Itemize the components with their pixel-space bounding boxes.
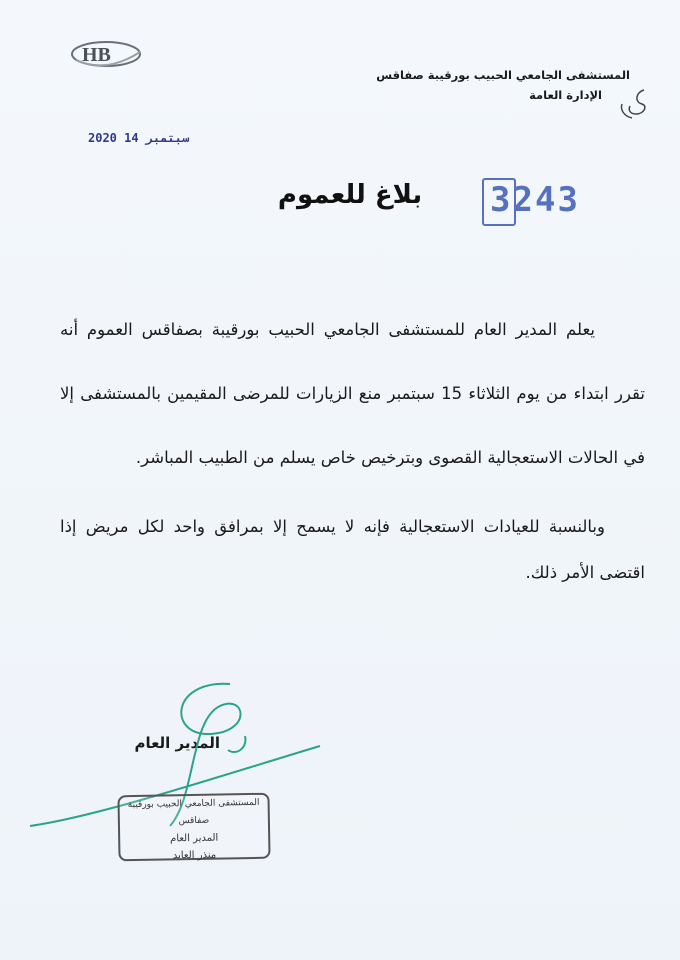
logo-text: HB xyxy=(82,44,111,66)
document-body xyxy=(60,298,645,596)
handwritten-initials-icon xyxy=(614,84,656,124)
stamp-box xyxy=(482,178,516,226)
hospital-logo xyxy=(66,34,146,74)
signature-title: المدير العام xyxy=(134,734,220,752)
body-paragraph-2: وبالنسبة للعيادات الاستعجالية فإنه لا يسمح إلا بمرافق واحد لكل مريض إذا اقتضى الأمر ذلك. xyxy=(60,517,645,582)
document-title: بلاغ للعموم xyxy=(277,180,423,210)
hospital-name: المستشفى الجامعي الحبيب بورقيبة صفاقس xyxy=(376,68,630,82)
reference-number-stamp xyxy=(482,174,588,226)
stamp-line-3: منذر العابد xyxy=(172,849,217,862)
administration-name: الإدارة العامة xyxy=(529,88,602,102)
stamp-line-1: المستشفى الجامعي الحبيب بورقيبة صفاقس xyxy=(127,797,260,827)
document-date: 2020 سبتمبر 14 xyxy=(88,131,190,145)
reference-number: 3243 xyxy=(490,180,580,220)
letterhead xyxy=(370,66,630,106)
official-stamp xyxy=(117,793,270,862)
stamp-line-2: المدير العام xyxy=(169,832,219,845)
body-paragraph-1: يعلم المدير العام للمستشفى الجامعي الحبيب بورقيبة بصفاقس العموم أنه تقرر ابتداء من يوم الثلاثاء 15 سبتمبر منع الزيارات للمرضى المقيمين بالمستشفى إلا في الحالات الاستعجالية القصوى وبترخيص خاص يسلم من الطبيب المباشر. xyxy=(60,320,645,467)
